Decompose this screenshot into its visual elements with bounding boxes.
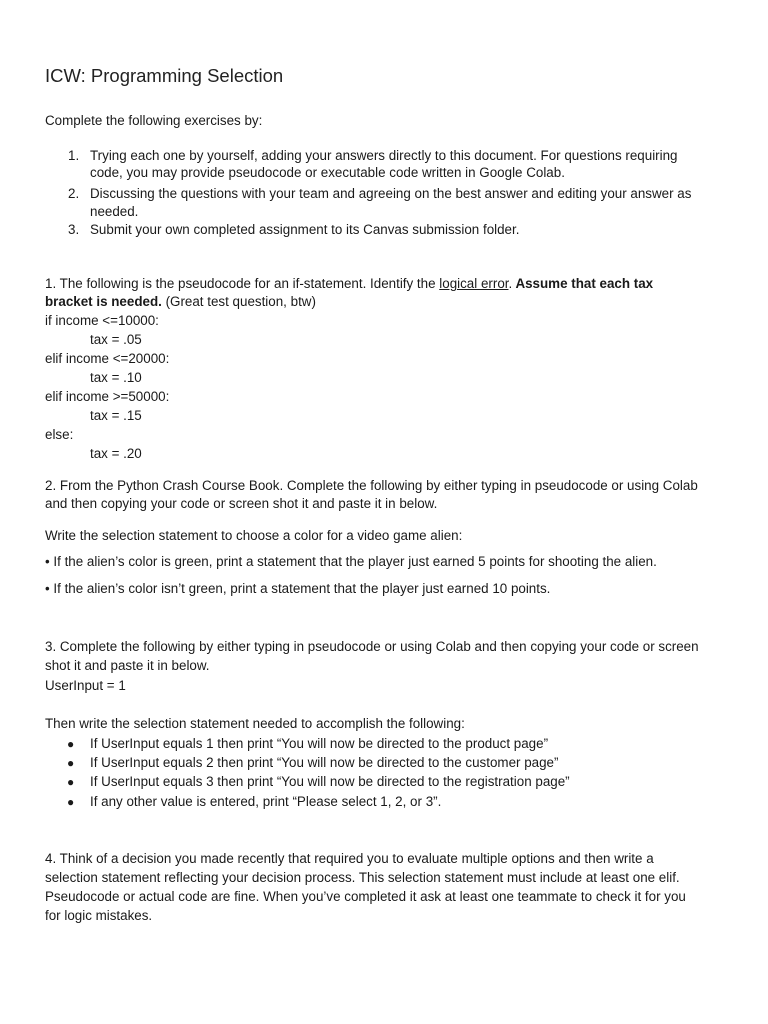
q4-line: selection statement reflecting your decision process. This selection statement must include at least one elif. — [45, 870, 680, 885]
q3-bullet: If any other value is entered, print “Please select 1, 2, or 3”. — [90, 794, 442, 809]
q3-prompt: Then write the selection statement needed to accomplish the following: — [45, 716, 465, 731]
bullet-dot-icon: ● — [67, 756, 75, 770]
logical-error-link: logical error — [439, 276, 509, 291]
q1-bold: Assume that each tax — [512, 276, 654, 291]
q1-bold: bracket is needed. — [45, 294, 162, 309]
q1-line1 — [45, 276, 653, 291]
code-line: if income <=10000: — [45, 313, 159, 328]
step-line: Submit your own completed assignment to its Canvas submission folder. — [90, 222, 520, 237]
q4-line: for logic mistakes. — [45, 908, 153, 923]
q2-bullet: • If the alien’s color is green, print a statement that the player just earned 5 points for shooting the alien. — [45, 554, 657, 569]
q3-line: shot it and paste it in below. — [45, 658, 210, 673]
code-line: elif income >=50000: — [45, 389, 170, 404]
bullet-dot-icon: ● — [67, 737, 75, 751]
intro-text: Complete the following exercises by: — [45, 113, 263, 128]
code-line: tax = .05 — [90, 332, 142, 347]
code-line: elif income <=20000: — [45, 351, 170, 366]
q3-bullet: If UserInput equals 3 then print “You will now be directed to the registration page” — [90, 774, 570, 789]
step-line: needed. — [90, 204, 139, 219]
bullet-dot-icon: ● — [67, 795, 75, 809]
q1-text: 1. The following is the pseudocode for an if-statement. Identify the — [45, 276, 440, 291]
q3-bullet: If UserInput equals 2 then print “You will now be directed to the customer page” — [90, 755, 559, 770]
q1-dot: . — [508, 276, 513, 291]
bullet-dot-icon: ● — [67, 775, 75, 789]
code-line: tax = .20 — [90, 446, 142, 461]
q3-line: UserInput = 1 — [45, 678, 126, 693]
code-line: tax = .15 — [90, 408, 142, 423]
q4-line: Pseudocode or actual code are fine. When you’ve completed it ask at least one teammate to check it for you — [45, 889, 686, 904]
step-line: code, you may provide pseudocode or executable code written in Google Colab. — [90, 165, 565, 180]
step-number: 2. — [68, 186, 80, 201]
q3-line: 3. Complete the following by either typing in pseudocode or using Colab and then copying your code or screen — [45, 639, 699, 654]
q2-line: and then copying your code or screen shot it and paste it in below. — [45, 496, 438, 511]
q2-bullet: • If the alien’s color isn’t green, print a statement that the player just earned 10 points. — [45, 581, 551, 596]
q2-prompt: Write the selection statement to choose a color for a video game alien: — [45, 528, 463, 543]
q1-text: (Great test question, btw) — [161, 294, 316, 309]
step-line: Discussing the questions with your team and agreeing on the best answer and editing your answer as — [90, 186, 692, 201]
step-number: 1. — [68, 148, 80, 163]
code-line: else: — [45, 427, 74, 442]
q4-line: 4. Think of a decision you made recently that required you to evaluate multiple options and then write a — [45, 851, 654, 866]
q3-bullet: If UserInput equals 1 then print “You will now be directed to the product page” — [90, 736, 549, 751]
step-line: Trying each one by yourself, adding your answers directly to this document. For questions requiring — [90, 148, 678, 163]
code-line: tax = .10 — [90, 370, 142, 385]
q2-line: 2. From the Python Crash Course Book. Complete the following by either typing in pseudocode or using Colab — [45, 478, 698, 493]
page-title: ICW: Programming Selection — [45, 65, 284, 86]
q1-line2 — [45, 294, 316, 309]
step-number: 3. — [68, 222, 80, 237]
